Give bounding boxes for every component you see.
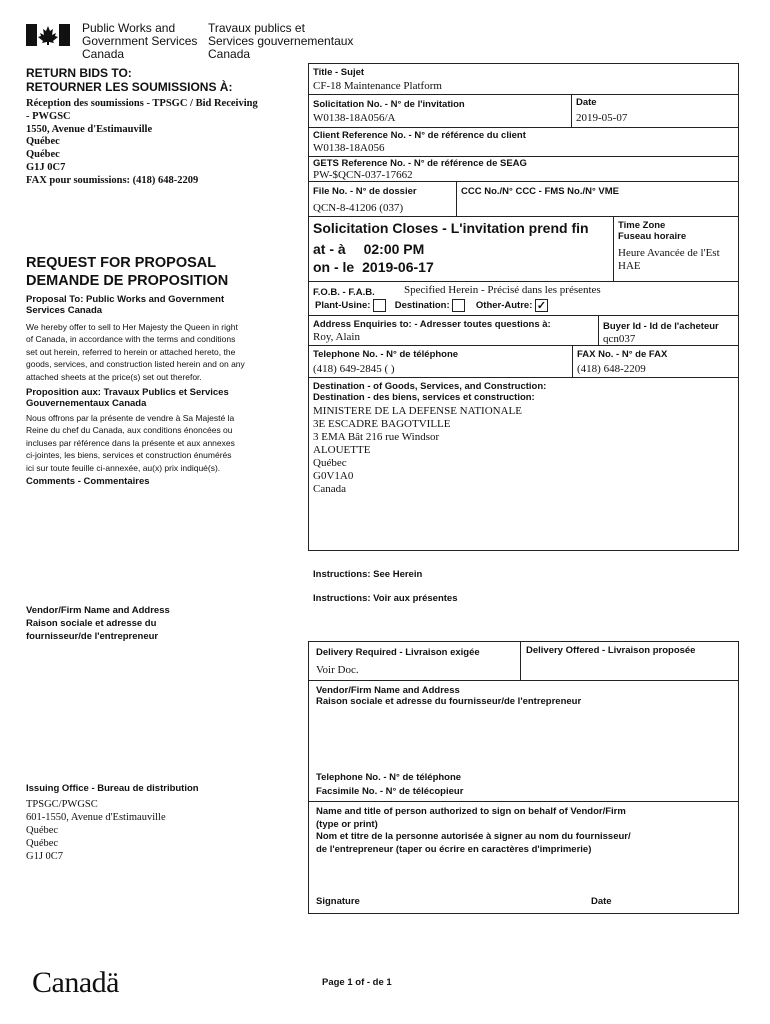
fob-label: F.O.B. - F.A.B.: [313, 287, 375, 298]
signature-label: Signature: [316, 896, 360, 907]
ccc-no-label: CCC No./N° CCC - FMS No./N° VME: [461, 186, 620, 197]
return-bids-title: RETURN BIDS TO: RETOURNER LES SOUMISSIONS À:: [26, 66, 233, 94]
address-enquiries-value: Roy, Alain: [313, 331, 360, 343]
destination-label: Destination:: [394, 300, 450, 312]
vendor-firm-field[interactable]: [312, 712, 732, 770]
department-name-fr: Travaux publics et Services gouvernementaux Canada: [208, 21, 354, 61]
client-ref-label: Client Reference No. - N° de référence du client: [313, 130, 526, 141]
fax-label: FAX No. - N° de FAX: [577, 349, 668, 360]
other-autre-label: Other-Autre:: [475, 300, 533, 312]
on-value: 2019-06-17: [362, 259, 434, 275]
page-number: Page 1 of - de 1: [322, 977, 392, 988]
comments-label: Comments - Commentaires: [26, 476, 150, 487]
vendor-phone-label: Telephone No. - N° de téléphone: [316, 772, 462, 783]
fob-options: [315, 299, 548, 312]
destination-of-goods-label: Destination - of Goods, Services, and Construction: Destination - des biens, services et construction:: [313, 381, 547, 403]
canada-flag-icon: [26, 24, 70, 46]
department-name-en: Public Works and Government Services Canada: [82, 21, 198, 61]
buyer-id-value: qcn037: [603, 333, 636, 344]
closing-time: [313, 241, 424, 258]
vendor-firm-label-left: Vendor/Firm Name and Address Raison sociale et adresse du fournisseur/de l'entrepreneur: [26, 605, 170, 642]
date-label: Date: [576, 97, 597, 108]
other-autre-checkbox[interactable]: [535, 299, 548, 312]
on-label: on - le: [313, 259, 355, 275]
plant-usine-label: Plant-Usine:: [315, 300, 371, 312]
title-label: Title - Sujet: [313, 67, 365, 78]
fax-value: (418) 648-2209: [577, 363, 646, 375]
signature-date-label: Date: [591, 896, 612, 907]
fob-value: Specified Herein - Précisé dans les présentes: [404, 284, 601, 296]
at-value: 02:00 PM: [363, 241, 425, 257]
file-no-value: QCN-8-41206 (037): [313, 202, 404, 214]
closing-date: [313, 259, 434, 276]
destination-address: MINISTERE DE LA DEFENSE NATIONALE 3E ESCADRE BAGOTVILLE 3 EMA Bât 216 rue Windsor ALOUETTE Québec G0V1A0 Canada: [313, 405, 522, 495]
proposal-to: Proposal To: Public Works and Government Services Canada: [26, 294, 225, 316]
file-no-label: File No. - N° de dossier: [313, 186, 417, 197]
instructions-en: Instructions: See Herein: [313, 569, 423, 580]
gets-ref-value: PW-$QCN-037-17662: [313, 169, 413, 181]
destination-checkbox[interactable]: [452, 299, 465, 312]
rfp-title: REQUEST FOR PROPOSAL DEMANDE DE PROPOSITION: [26, 255, 229, 289]
checkmark-icon: ✓: [536, 300, 547, 312]
address-enquiries-label: Address Enquiries to: - Adresser toutes questions à:: [313, 319, 551, 330]
timezone-label: Time Zone Fuseau horaire: [618, 220, 687, 242]
delivery-required-value: Voir Doc.: [316, 664, 359, 676]
offer-text-fr: Nous offrons par la présente de vendre à Sa Majesté la Reine du chef du Canada, aux conditions énoncées ou incluses par référence dans la présente et aux annexes ci-jointes, les biens, services et construction énumérés ici sur toute feuille ci-annexée, au(x) prix indiqué(s).: [26, 413, 235, 473]
solicitation-closes-title: Solicitation Closes - L'invitation prend fin: [313, 220, 589, 236]
return-bids-address: Réception des soumissions - TPSGC / Bid Receiving - PWGSC 1550, Avenue d'Estimauville Québec Québec G1J 0C7 FAX pour soumissions: (418) 648-2209: [26, 98, 258, 186]
issuing-office-label: Issuing Office - Bureau de distribution: [26, 783, 199, 794]
vendor-firm-label: Vendor/Firm Name and Address Raison sociale et adresse du fournisseur/de l'entrepreneur: [316, 685, 582, 707]
plant-usine-checkbox[interactable]: [373, 299, 386, 312]
gets-ref-label: GETS Reference No. - N° de référence de SEAG: [313, 158, 527, 169]
offer-text-en: We hereby offer to sell to Her Majesty the Queen in right of Canada, in accordance with the terms and conditions set out herein, referred to herein or attached hereto, the goods, services, and construction listed herein and on any attached sheets at the price(s) set out therefor.: [26, 322, 245, 382]
proposition-aux: Proposition aux: Travaux Publics et Services Gouvernementaux Canada: [26, 387, 229, 409]
delivery-required-label: Delivery Required - Livraison exigée: [316, 647, 480, 658]
buyer-id-label: Buyer Id - Id de l'acheteur: [603, 321, 719, 332]
instructions-fr: Instructions: Voir aux présentes: [313, 593, 458, 604]
at-label: at - à: [313, 241, 346, 257]
solicitation-no-value: W0138-18A056/A: [313, 112, 396, 124]
issuing-office-address: TPSGC/PWGSC 601-1550, Avenue d'Estimauville Québec Québec G1J 0C7: [26, 799, 166, 862]
delivery-offered-label: Delivery Offered - Livraison proposée: [526, 645, 696, 656]
authorized-signer-field[interactable]: [312, 858, 732, 892]
authorized-signer-label: Name and title of person authorized to sign on behalf of Vendor/Firm (type or print) Nom et titre de la personne autorisée à signer au nom du fournisseur/ de l'entrepreneur (taper ou écrire en caractères d'imprimerie): [316, 806, 631, 855]
canada-wordmark: Canadä: [32, 966, 119, 999]
solicitation-no-label: Solicitation No. - N° de l'invitation: [313, 99, 465, 110]
client-ref-value: W0138-18A056: [313, 142, 385, 154]
date-value: 2019-05-07: [576, 112, 628, 124]
title-value: CF-18 Maintenance Platform: [313, 80, 442, 92]
phone-label: Telephone No. - N° de téléphone: [313, 349, 459, 360]
phone-value: (418) 649-2845 ( ): [313, 363, 395, 375]
vendor-fax-label: Facsimile No. - N° de télécopieur: [316, 786, 464, 797]
timezone-value: Heure Avancée de l'Est HAE: [618, 247, 720, 272]
